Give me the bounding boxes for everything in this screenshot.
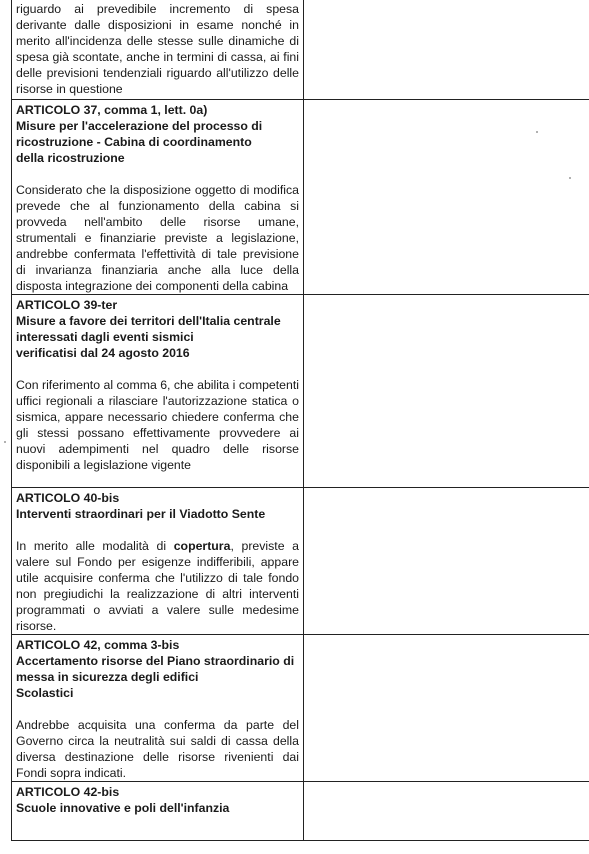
table-row (12, 295, 589, 488)
table-row (12, 100, 589, 295)
table-row (12, 635, 589, 782)
left-cell (12, 0, 304, 100)
right-cell (304, 635, 589, 782)
right-cell (304, 488, 589, 635)
scan-speck (569, 177, 571, 179)
right-cell (304, 295, 589, 488)
article-title-cont: della ricostruzione (16, 151, 125, 165)
right-cell (304, 100, 589, 295)
comment-text: In merito alle modalità di (16, 539, 174, 553)
article-title: Scuole innovative e poli dell'infanzia (16, 801, 230, 815)
left-cell (12, 782, 304, 841)
article-title: Misure a favore dei territori dell'Italia centrale interessati dagli eventi sismici (16, 314, 281, 344)
scan-speck (4, 441, 6, 443)
left-cell (12, 488, 304, 635)
table-row (12, 0, 589, 100)
left-cell (12, 295, 304, 488)
article-comment: Considerato che la disposizione oggetto di modifica prevede che al funzionamento della cabina si provveda nell'ambito delle risorse umane, strumentali e finanziarie previste a legislazione, andrebbe confermata l'effettività di tale previsione di invarianza finanziaria anche alla luce della disposta integrazione dei componenti della cabina (16, 183, 299, 293)
article-heading: ARTICOLO 42, comma 3-bis (16, 638, 180, 652)
article-title: Accertamento risorse del Piano straordinario di messa in sicurezza degli edifici (16, 654, 295, 684)
continuation-text: riguardo ai prevedibile incremento di spesa derivante dalle disposizioni in esame nonché in merito all'incidenza delle stesse sulle dinamiche di spesa già scontate, anche in termini di cassa, ai fini delle previsioni tendenziali riguardo all'utilizzo delle risorse in questione (16, 2, 299, 96)
article-title: Interventi straordinari per il Viadotto Sente (16, 507, 266, 521)
article-title: Misure per l'accelerazione del processo di ricostruzione - Cabina di coordinamento (16, 119, 263, 149)
article-heading: ARTICOLO 37, comma 1, lett. 0a) (16, 103, 208, 117)
article-comment (16, 538, 299, 634)
article-title-cont: verificatisi dal 24 agosto 2016 (16, 346, 190, 360)
article-title-cont: Scolastici (16, 686, 74, 700)
left-cell (12, 100, 304, 295)
table-row (12, 782, 589, 841)
right-cell (304, 0, 589, 100)
right-cell (304, 782, 589, 841)
scan-speck (536, 131, 538, 133)
analysis-table (11, 0, 589, 841)
comment-bold-text: copertura (173, 539, 231, 553)
left-cell (12, 635, 304, 782)
comment-text: , previste a valere sul Fondo per esigenze indifferibili, appare utile acquisire conferma che l'utilizzo di tale fondo non pregiudichi la realizzazione di altri interventi programmati o avviati a valere sulle medesime risorse. (16, 539, 299, 633)
article-comment: Con riferimento al comma 6, che abilita i competenti uffici regionali a rilasciare l'autorizzazione statica o sismica, appare necessario chiedere conferma che gli stessi possano effettivamente provvedere ai nuovi adempimenti nel quadro delle risorse disponibili a legislazione vigente (16, 378, 299, 472)
table-row (12, 488, 589, 635)
article-heading: ARTICOLO 42-bis (16, 785, 120, 799)
article-heading: ARTICOLO 40-bis (16, 491, 120, 505)
article-heading: ARTICOLO 39-ter (16, 298, 118, 312)
article-comment: Andrebbe acquisita una conferma da parte del Governo circa la neutralità sui saldi di cassa della diversa destinazione delle risorse rivenienti dai Fondi sopra indicati. (16, 718, 299, 780)
